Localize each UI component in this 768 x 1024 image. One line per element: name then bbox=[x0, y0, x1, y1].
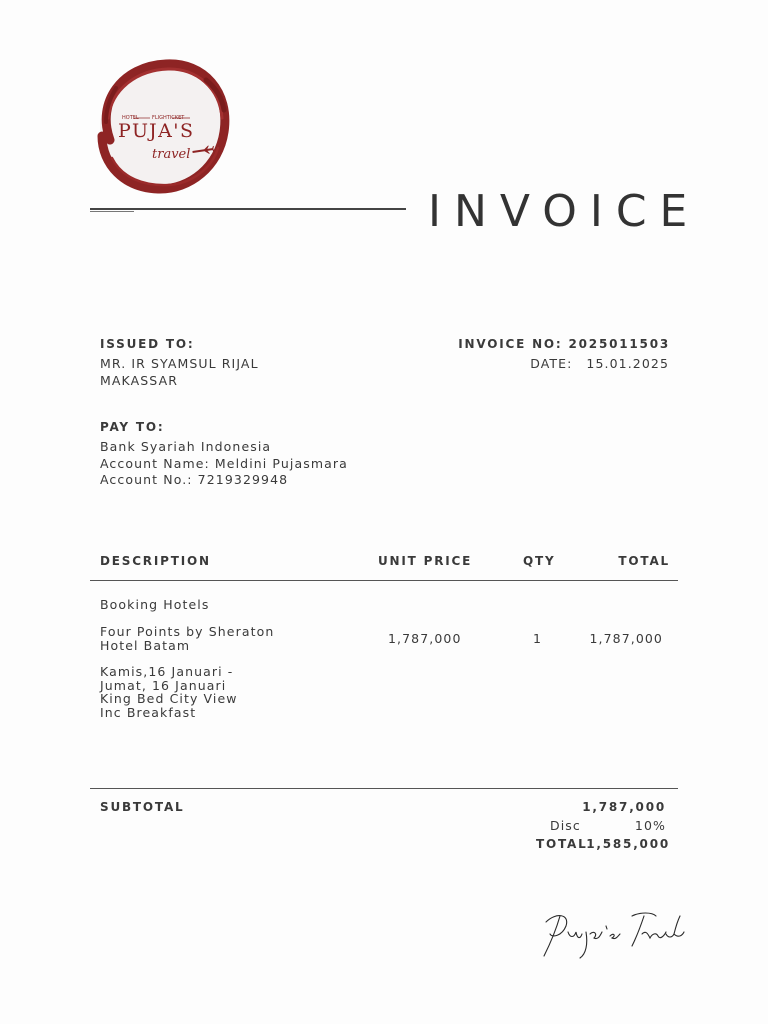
pay-to-account-name: Account Name: Meldini Pujasmara bbox=[100, 456, 348, 471]
brand-name: PUJA'S bbox=[118, 120, 195, 142]
invoice-date-label: DATE: bbox=[530, 356, 573, 371]
table-header-rule bbox=[90, 580, 678, 581]
issued-to-city: MAKASSAR bbox=[100, 373, 179, 388]
invoice-number-label: INVOICE NO: bbox=[458, 337, 563, 351]
issued-to-label: ISSUED TO: bbox=[100, 337, 195, 351]
header-rule-accent bbox=[90, 211, 134, 212]
item-category: Booking Hotels bbox=[100, 597, 210, 612]
column-header-qty: QTY bbox=[523, 554, 556, 568]
total-value: 1,585,000 bbox=[586, 837, 670, 851]
header-rule bbox=[90, 208, 406, 210]
column-header-description: DESCRIPTION bbox=[100, 554, 211, 568]
item-hotel: Four Points by Sheraton Hotel Batam bbox=[100, 624, 275, 653]
total-label: TOTAL bbox=[536, 837, 588, 851]
subtotal-value: 1,787,000 bbox=[582, 800, 666, 814]
signature bbox=[536, 904, 688, 962]
subtotal-label: SUBTOTAL bbox=[100, 800, 185, 814]
invoice-date-value: 15.01.2025 bbox=[586, 356, 669, 371]
issued-to-name: MR. IR SYAMSUL RIJAL bbox=[100, 356, 259, 371]
column-header-unit-price: UNIT PRICE bbox=[378, 554, 473, 568]
discount-label: Disc bbox=[550, 818, 581, 833]
invoice-date bbox=[530, 356, 669, 371]
brand-tag-left: HOTEL bbox=[122, 115, 139, 121]
pay-to-account-no: Account No.: 7219329948 bbox=[100, 472, 289, 487]
table-footer-rule bbox=[90, 788, 678, 789]
page-title: INVOICE bbox=[428, 186, 701, 237]
invoice-number bbox=[458, 337, 670, 351]
brand-tag-right: FLIGHTICKET bbox=[152, 115, 185, 121]
item-total: 1,787,000 bbox=[589, 631, 663, 646]
column-header-total: TOTAL bbox=[618, 554, 670, 568]
pay-to-label: PAY TO: bbox=[100, 420, 165, 434]
brand-script: travel bbox=[152, 147, 191, 162]
item-qty: 1 bbox=[533, 631, 543, 646]
pay-to-bank: Bank Syariah Indonesia bbox=[100, 439, 272, 454]
item-unit-price: 1,787,000 bbox=[388, 631, 462, 646]
invoice-number-value: 2025011503 bbox=[568, 337, 670, 351]
discount-value: 10% bbox=[634, 818, 666, 833]
item-detail: Kamis,16 Januari - Jumat, 16 Januari King Bed City View Inc Breakfast bbox=[100, 664, 238, 720]
brand-logo bbox=[88, 58, 236, 198]
